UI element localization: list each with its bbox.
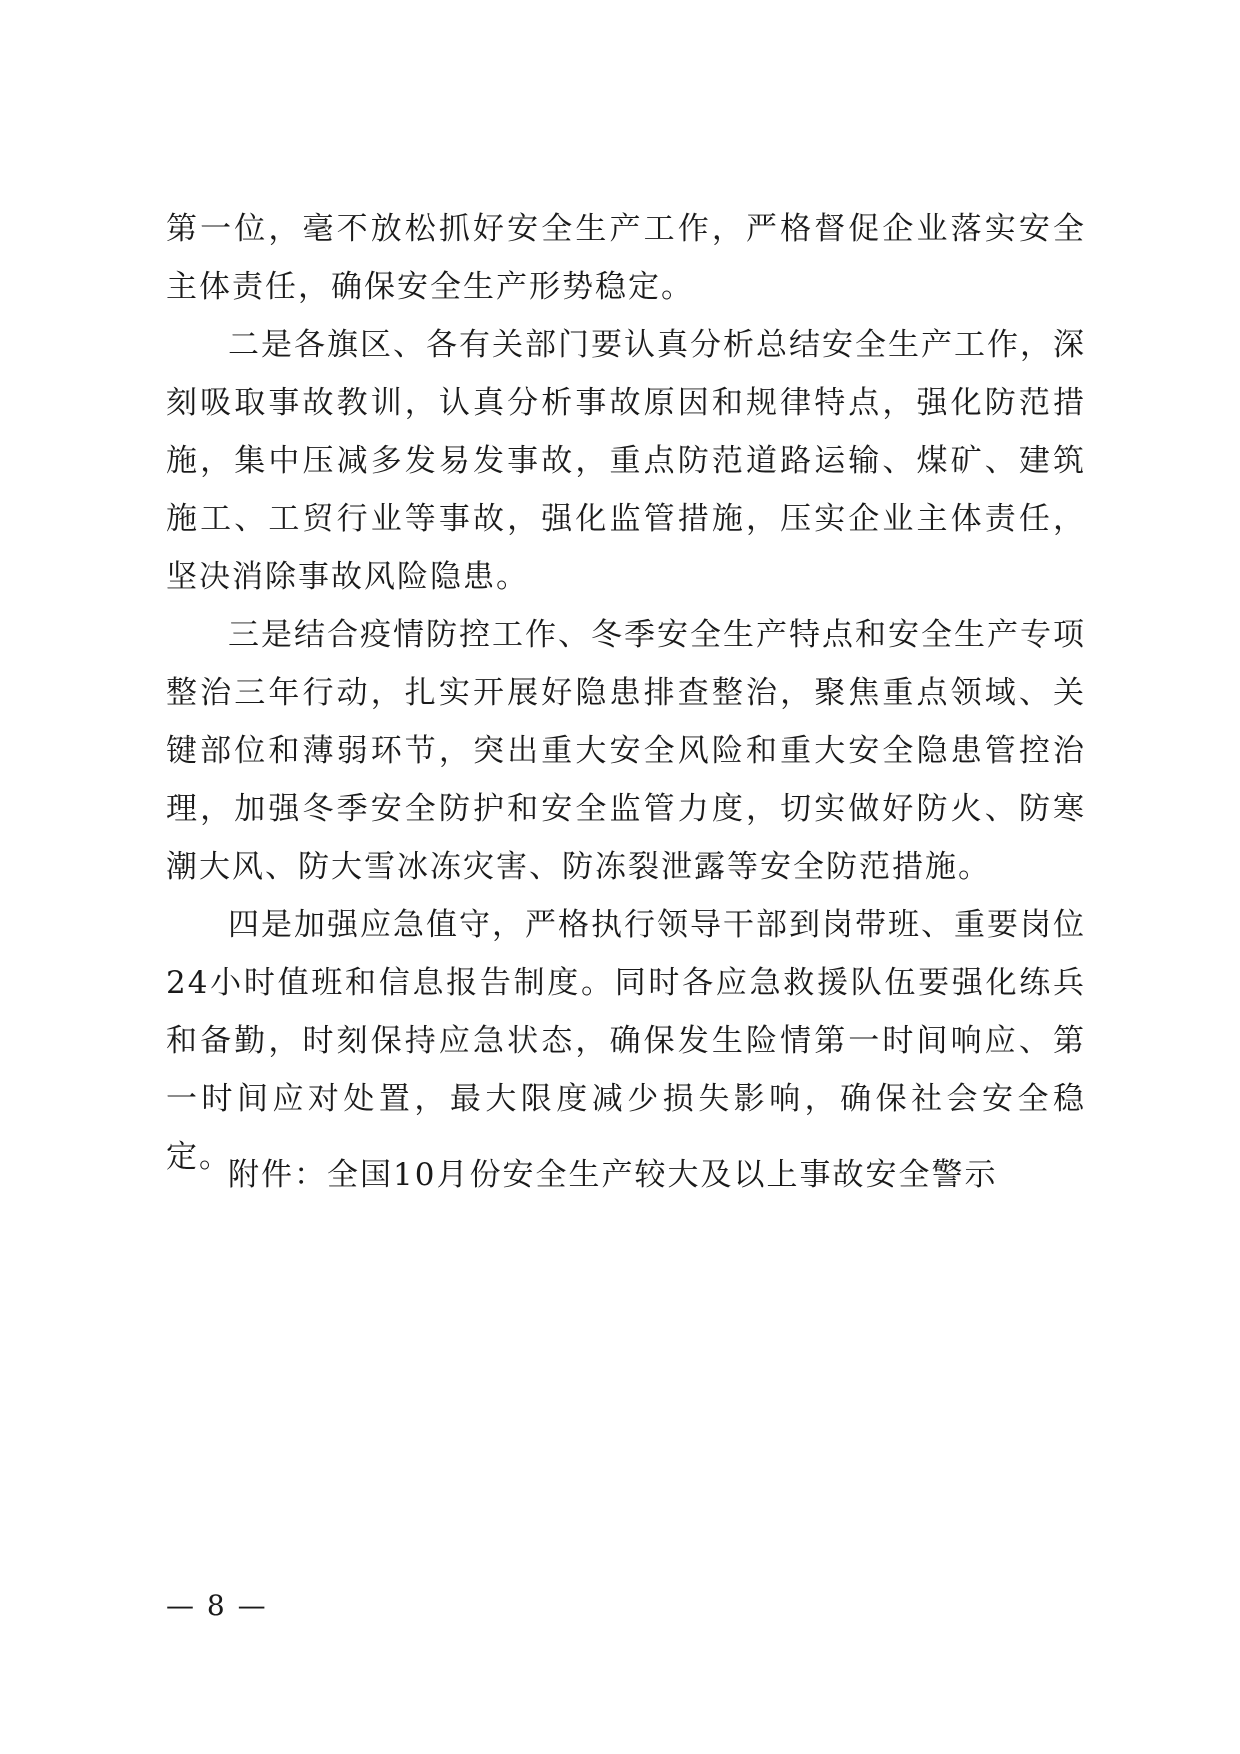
paragraph-three: 三是结合疫情防控工作、冬季安全生产特点和安全生产专项整治三年行动，扎实开展好隐患排查整治，聚焦重点领域、关键部位和薄弱环节，突出重大安全风险和重大安全隐患管控治理，加强冬季安全防护和安全监管力度，切实做好防火、防寒潮大风、防大雪冰冻灾害、防冻裂泄露等安全防范措施。 bbox=[166, 617, 1086, 885]
document-body bbox=[166, 200, 1086, 1186]
page-number: — 8 — bbox=[166, 1589, 268, 1622]
paragraph-two: 二是各旗区、各有关部门要认真分析总结安全生产工作，深刻吸取事故教训，认真分析事故原因和规律特点，强化防范措施，集中压减多发易发事故，重点防范道路运输、煤矿、建筑施工、工贸行业等事故，强化监管措施，压实企业主体责任，坚决消除事故风险隐患。 bbox=[166, 327, 1086, 595]
paragraph-continued: 第一位，毫不放松抓好安全生产工作，严格督促企业落实安全主体责任，确保安全生产形势稳定。 bbox=[166, 211, 1086, 305]
attachment-line: 附件：全国10月份安全生产较大及以上事故安全警示 bbox=[228, 1157, 998, 1193]
paragraph-four: 四是加强应急值守，严格执行领导干部到岗带班、重要岗位24小时值班和信息报告制度。同时各应急救援队伍要强化练兵和备勤，时刻保持应急状态，确保发生险情第一时间响应、第一时间应对处置，最大限度减少损失影响，确保社会安全稳定。 bbox=[166, 907, 1086, 1175]
